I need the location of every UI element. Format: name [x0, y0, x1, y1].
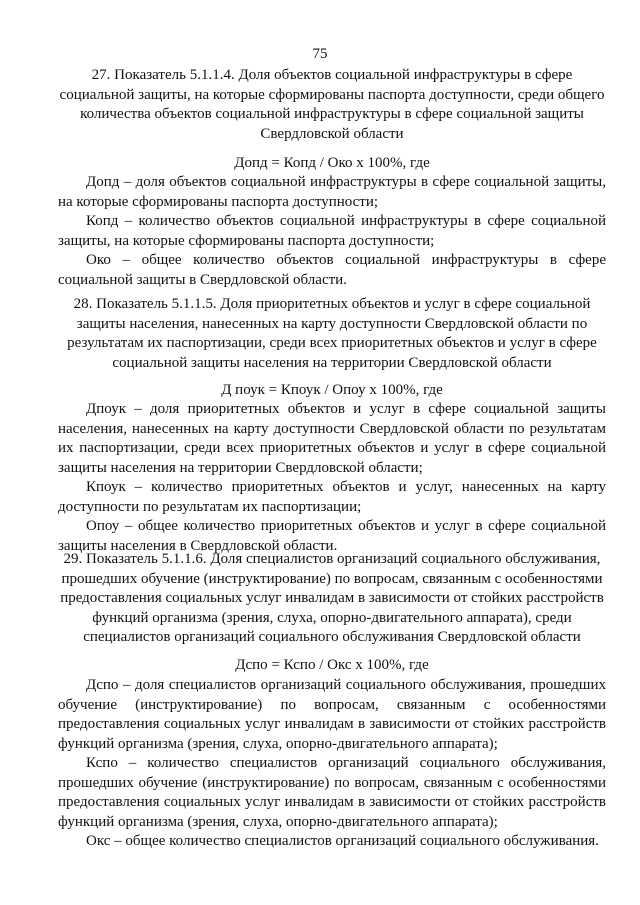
section-29-definitions: [58, 676, 606, 852]
definition-kpouk: Кпоук – количество приоритетных объектов и услуг, нанесенных на карту доступности по результатам их паспортизации;: [58, 479, 606, 515]
definition-kspo: Кспо – количество специалистов организаций социального обслуживания, прошедших обучение (инструктирование) по вопросам, связанным с особенностями предоставления социальных услуг инвалидам в зависимости от стойких расстройств функций организма (зрения, слуха, опорно-двигательного аппарата);: [58, 755, 606, 830]
section-29-formula: Дспо = Кспо / Окс х 100%, где: [235, 657, 429, 673]
section-28-definitions: [58, 400, 606, 556]
page-number: 75: [312, 46, 328, 62]
definition-opou: Опоу – общее количество приоритетных объектов и услуг в сфере социальной защиты населения в Свердловской области.: [58, 518, 606, 554]
section-27-definitions: [58, 173, 606, 290]
definition-dopd: Допд – доля объектов социальной инфраструктуры в сфере социальной защиты, на которые сформированы паспорта доступности;: [58, 174, 606, 210]
definition-oko: Око – общее количество объектов социальной инфраструктуры в сфере социальной защиты в Свердловской области.: [58, 252, 606, 288]
definition-kopd: Копд – количество объектов социальной инфраструктуры в сфере социальной защиты, на которые сформированы паспорта доступности;: [58, 213, 606, 249]
section-27-formula: Допд = Копд / Око х 100%, где: [234, 155, 430, 171]
definition-dpouk: Дпоук – доля приоритетных объектов и услуг в сфере социальной защиты населения, нанесенных на карту доступности Свердловской области по результатам их паспортизации, среди всех приоритетных объектов и услуг в сфере социальной защиты населения на территории Свердловской области;: [58, 401, 606, 476]
section-28-formula: Д поук = Кпоук / Опоу х 100%, где: [221, 382, 443, 398]
section-28-title: 28. Показатель 5.1.1.5. Доля приоритетных объектов и услуг в сфере социальной защиты населения, нанесенных на карту доступности Свердловской области по результатам их паспортизации, среди всех приоритетных объектов и услуг в сфере социальной защиты населения на территории Свердловской области: [67, 296, 597, 371]
section-29-title: 29. Показатель 5.1.1.6. Доля специалистов организаций социального обслуживания, прошедших обучение (инструктирование) по вопросам, связанным с особенностями предоставления социальных услуг инвалидам в зависимости от стойких расстройств функций организма (зрения, слуха, опорно-двигательного аппарата), среди специалистов организаций социального обслуживания Свердловской области: [60, 551, 604, 645]
definition-dspo: Дспо – доля специалистов организаций социального обслуживания, прошедших обучение (инструктирование) по вопросам, связанным с особенностями предоставления социальных услуг инвалидам в зависимости от стойких расстройств функций организма (зрения, слуха, опорно-двигательного аппарата);: [58, 677, 606, 752]
section-27-title: 27. Показатель 5.1.1.4. Доля объектов социальной инфраструктуры в сфере социальной защиты, на которые сформированы паспорта доступности, среди общего количества объектов социальной инфраструктуры в сфере социальной защиты Свердловской области: [59, 67, 605, 142]
definition-oks: Окс – общее количество специалистов организаций социального обслуживания.: [86, 833, 599, 849]
